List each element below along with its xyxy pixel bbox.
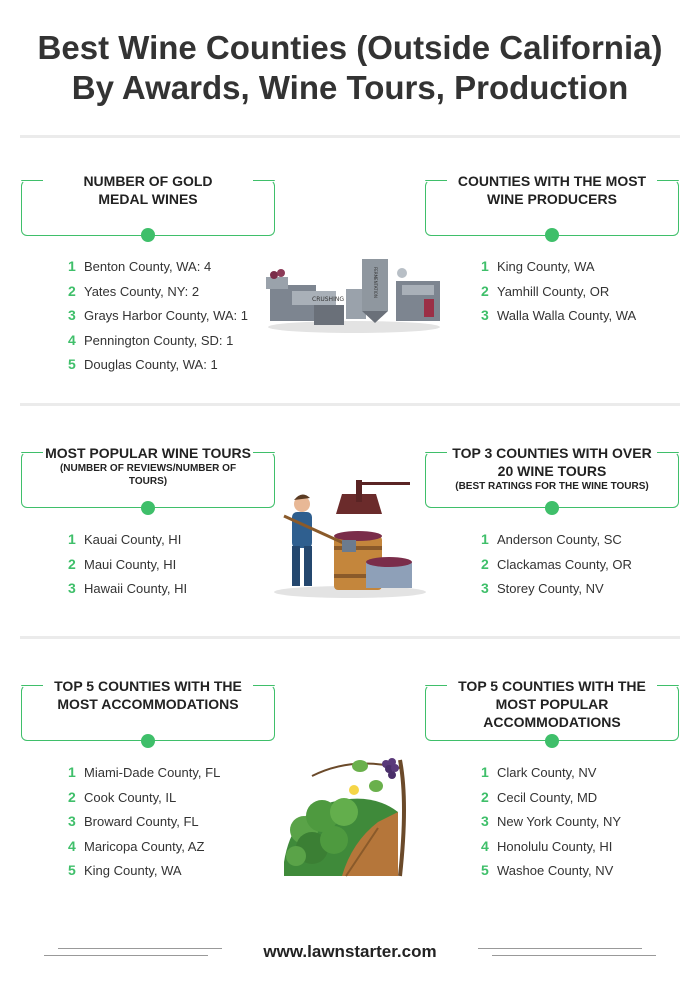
divider — [20, 636, 680, 639]
list-item: 3 Broward County, FL — [68, 813, 199, 829]
list-item: 2 Cook County, IL — [68, 788, 177, 805]
svg-text:FERMENTATION: FERMENTATION — [373, 267, 378, 298]
list-item: 2 Clackamas County, OR — [481, 555, 632, 572]
wine-producers-list — [481, 258, 636, 332]
wine-tours-heading-box — [21, 445, 275, 508]
list-item: 2 Maui County, HI — [68, 555, 177, 572]
list-item: 4 Maricopa County, AZ — [68, 837, 205, 854]
section-heading: TOP 5 COUNTIES WITH THE — [448, 677, 656, 695]
vineyard-hill-icon — [282, 752, 418, 880]
list-item: 3 New York County, NY — [481, 813, 622, 829]
section-subheading: (BEST RATINGS FOR THE WINE TOURS) — [448, 480, 656, 493]
list-item: 2 Cecil County, MD — [481, 788, 598, 805]
divider — [20, 135, 680, 138]
accent-dot — [545, 228, 559, 242]
list-item: 4 Honolulu County, HI — [481, 837, 613, 854]
page-title: Best Wine Counties (Outside California) By Awards, Wine Tours, Production — [37, 29, 663, 106]
top-tours-list — [481, 531, 632, 605]
list-item: 5 Washoe County, NV — [481, 862, 614, 878]
list-item: 2 Yates County, NY: 2 — [68, 282, 200, 299]
section-heading: WINE PRODUCERS — [448, 190, 656, 208]
gold-medal-list — [68, 258, 248, 381]
footer-rule — [478, 948, 642, 949]
footer-rule — [492, 955, 656, 956]
section-heading: COUNTIES WITH THE MOST — [448, 172, 656, 190]
list-item: 1 Kauai County, HI — [68, 531, 182, 547]
section-heading: MOST POPULAR WINE TOURS — [45, 445, 251, 461]
svg-text:CRUSHING: CRUSHING — [312, 296, 344, 303]
accommodations-heading-box — [21, 678, 275, 741]
top-tours-heading-box — [425, 445, 679, 508]
footer-website[interactable]: www.lawnstarter.com — [263, 942, 437, 961]
list-item: 4 Pennington County, SD: 1 — [68, 331, 234, 348]
wine-crushing-machine-icon — [262, 255, 447, 335]
popular-accommodations-list — [481, 764, 621, 887]
list-item: 1 King County, WA — [481, 258, 595, 274]
section-heading: TOP 5 COUNTIES WITH THE — [44, 677, 252, 695]
section-heading: 20 WINE TOURS — [448, 462, 656, 480]
wine-tours-list — [68, 531, 187, 605]
accent-dot — [545, 501, 559, 515]
section-heading: MEDAL WINES — [44, 190, 252, 208]
grape-press-worker-icon — [270, 476, 430, 600]
accent-dot — [141, 228, 155, 242]
list-item: 1 Clark County, NV — [481, 764, 597, 780]
list-item: 3 Hawaii County, HI — [68, 580, 188, 596]
section-heading: MOST POPULAR — [448, 695, 656, 713]
section-heading: TOP 3 COUNTIES WITH OVER — [448, 444, 656, 462]
divider — [20, 403, 680, 406]
popular-accommodations-heading-box — [425, 678, 679, 741]
list-item: 3 Walla Walla County, WA — [481, 307, 637, 323]
section-subheading: (NUMBER OF REVIEWS/NUMBER OF TOURS) — [44, 462, 252, 488]
list-item: 1 Anderson County, SC — [481, 531, 622, 547]
list-item: 2 Yamhill County, OR — [481, 282, 610, 299]
accommodations-list — [68, 764, 220, 887]
section-heading: NUMBER OF GOLD — [44, 172, 252, 190]
list-item: 5 King County, WA — [68, 862, 182, 878]
section-heading: ACCOMMODATIONS — [448, 713, 656, 731]
accent-dot — [141, 734, 155, 748]
list-item: 3 Grays Harbor County, WA: 1 — [68, 307, 248, 323]
accent-dot — [545, 734, 559, 748]
section-heading: MOST ACCOMMODATIONS — [44, 695, 252, 713]
list-item: 5 Douglas County, WA: 1 — [68, 356, 218, 372]
list-item: 3 Storey County, NV — [481, 580, 604, 596]
accent-dot — [141, 501, 155, 515]
list-item: 1 Miami-Dade County, FL — [68, 764, 221, 780]
list-item: 1 Benton County, WA: 4 — [68, 258, 212, 274]
